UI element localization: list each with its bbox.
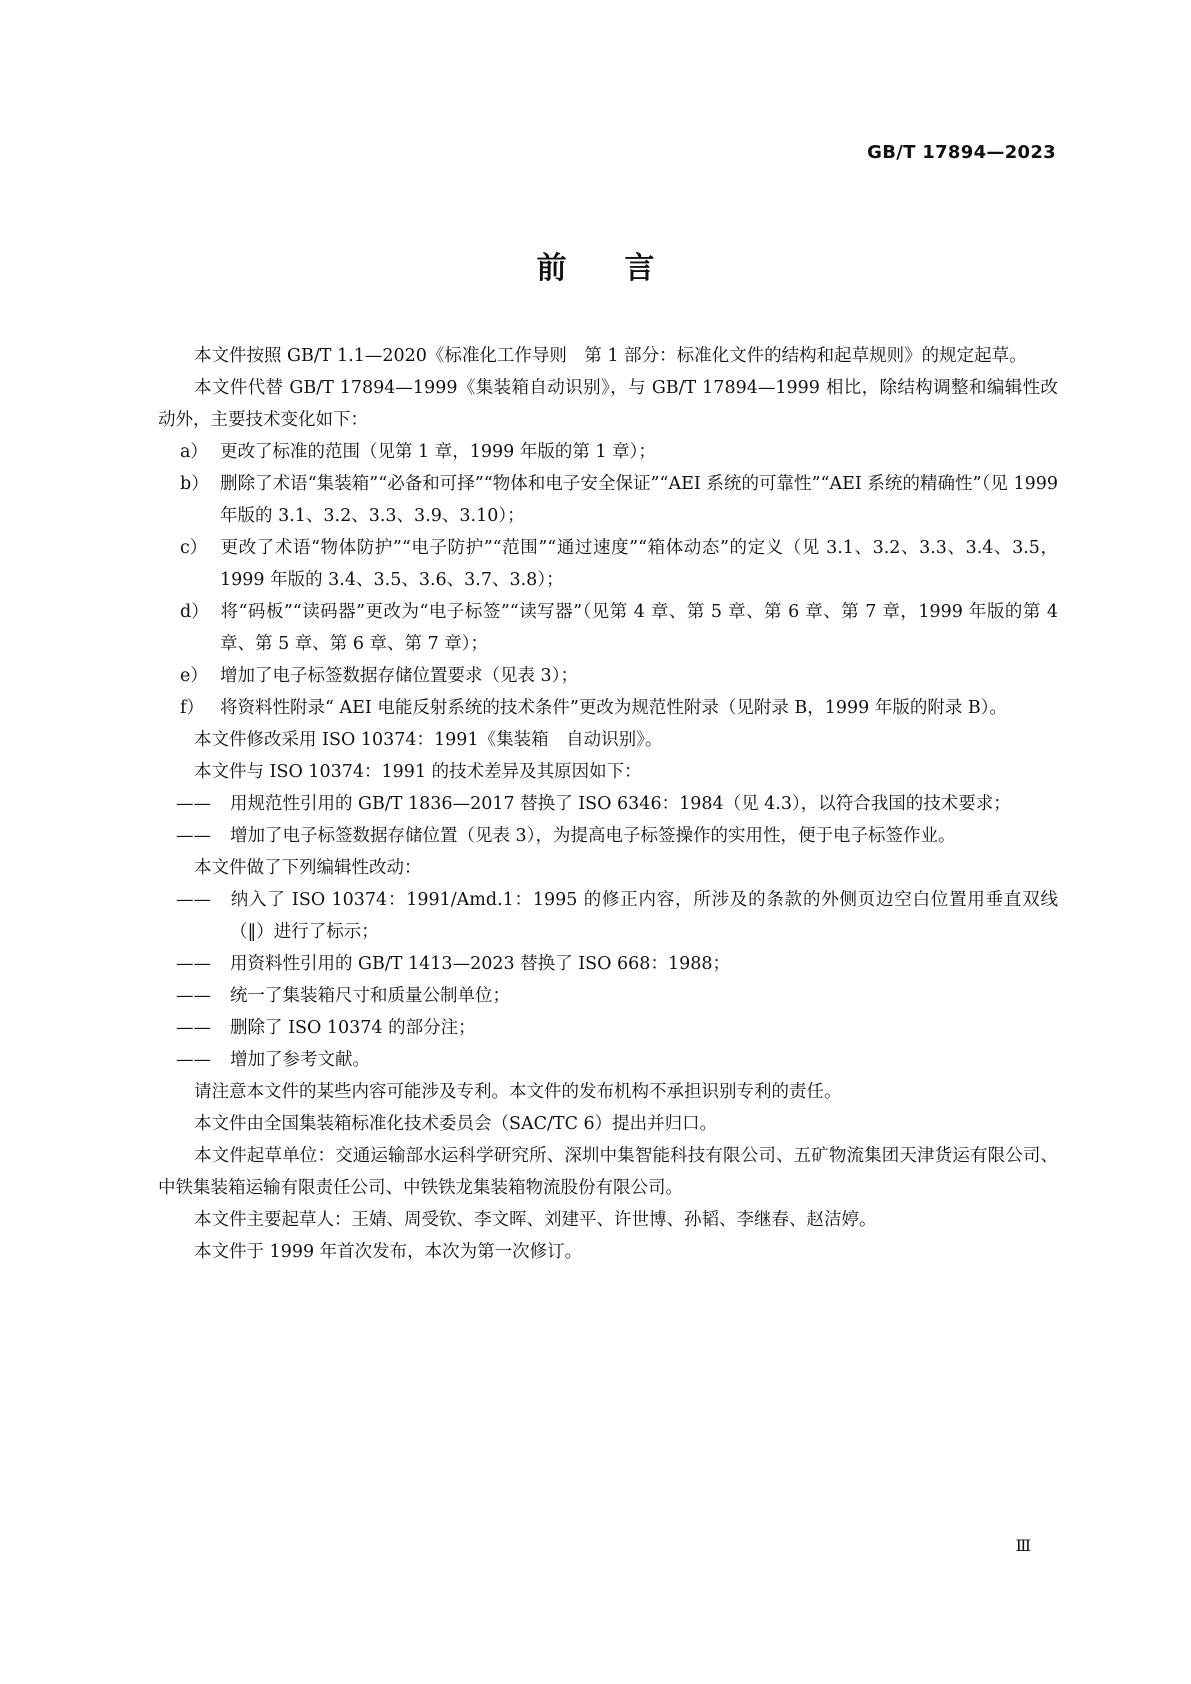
list-item-text: 增加了电子标签数据存储位置（见表 3），为提高电子标签操作的实用性，便于电子标签作业。 [230, 826, 956, 846]
paragraph-drafting-rules: 本文件按照 GB/T 1.1—2020《标准化工作导则 第 1 部分：标准化文件的结构和起草规则》的规定起草。 [194, 346, 1027, 366]
changes-list [158, 436, 1058, 724]
tech-diffs-list [158, 788, 1058, 852]
list-item [158, 948, 1058, 980]
list-item-text: 用资料性引用的 GB/T 1413—2023 替换了 ISO 668：1988； [230, 954, 730, 974]
list-item-text: 将资料性附录“ AEI 电能反射系统的技术条件”更改为规范性附录（见附录 B，1999 年版的附录 B）。 [220, 698, 1008, 718]
dash-marker: —— [176, 890, 211, 910]
list-item-text: 更改了术语“物体防护”“电子防护”“范围”“通过速度”“箱体动态”的定义（见 3.1、3.2、3.3、3.4、3.5，1999 年版的 3.4、3.5、3.6、3.7、3.8）； [220, 538, 1058, 590]
list-item [158, 596, 1058, 660]
dash-marker: —— [176, 1050, 211, 1070]
list-item-text: 删除了术语“集装箱”“必备和可择”“物体和电子安全保证”“AEI 系统的可靠性”“AEI 系统的精确性”（见 1999 年版的 3.1、3.2、3.3、3.9、3.10）； [220, 474, 1058, 526]
list-item-text: 更改了标准的范围（见第 1 章，1999 年版的第 1 章）； [220, 442, 656, 462]
list-item [158, 692, 1058, 724]
list-item [158, 660, 1058, 692]
list-item [158, 820, 1058, 852]
dash-marker: —— [176, 986, 211, 1006]
list-item [158, 436, 1058, 468]
list-item [158, 884, 1058, 948]
list-item-text: 用规范性引用的 GB/T 1836—2017 替换了 ISO 6346：1984（见 4.3），以符合我国的技术要求； [230, 794, 1011, 814]
list-marker: e） [180, 666, 208, 686]
paragraph-replacement: 本文件代替 GB/T 17894—1999《集装箱自动识别》，与 GB/T 17894—1999 相比，除结构调整和编辑性改动外，主要技术变化如下： [158, 378, 1058, 430]
editorial-list [158, 884, 1058, 1076]
dash-marker: —— [176, 794, 211, 814]
list-item [158, 1012, 1058, 1044]
list-item-text: 统一了集装箱尺寸和质量公制单位； [230, 986, 510, 1006]
paragraph-proposer: 本文件由全国集装箱标准化技术委员会（SAC/TC 6）提出并归口。 [194, 1114, 718, 1134]
list-marker: f） [180, 698, 204, 718]
list-item-text: 增加了电子标签数据存储位置要求（见表 3）； [220, 666, 578, 686]
paragraph-adoption: 本文件修改采用 ISO 10374：1991《集装箱 自动识别》。 [194, 730, 663, 750]
list-item-text: 将“码板”“读码器”更改为“电子标签”“读写器”（见第 4 章、第 5 章、第 6 章、第 7 章，1999 年版的第 4 章、第 5 章、第 6 章、第 7 章）； [220, 602, 1058, 654]
list-item [158, 532, 1058, 596]
paragraph-patent-notice: 请注意本文件的某些内容可能涉及专利。本文件的发布机构不承担识别专利的责任。 [194, 1082, 842, 1102]
page-number: Ⅲ [1015, 1536, 1031, 1555]
list-marker: a） [180, 442, 208, 462]
dash-marker: —— [176, 1018, 211, 1038]
list-item-text: 纳入了 ISO 10374：1991/Amd.1：1995 的修正内容，所涉及的条款的外侧页边空白位置用垂直双线（‖）进行了标示； [230, 890, 1058, 942]
paragraph-drafters: 本文件主要起草人：王婧、周受钦、李文晖、刘建平、许世博、孙韬、李继春、赵洁婷。 [194, 1210, 877, 1230]
list-marker: c） [180, 538, 208, 558]
list-marker: d） [180, 602, 209, 622]
dash-marker: —— [176, 826, 211, 846]
list-item-text: 增加了参考文献。 [230, 1050, 370, 1070]
paragraph-editorial-intro: 本文件做了下列编辑性改动： [194, 858, 422, 878]
list-item [158, 468, 1058, 532]
dash-marker: —— [176, 954, 211, 974]
page-title: 前言 [536, 251, 713, 286]
foreword-body [158, 340, 1058, 1268]
document-code: GB/T 17894—2023 [867, 142, 1056, 163]
list-item-text: 删除了 ISO 10374 的部分注； [230, 1018, 476, 1038]
list-marker: b） [180, 474, 209, 494]
paragraph-history: 本文件于 1999 年首次发布，本次为第一次修订。 [194, 1242, 583, 1262]
list-item [158, 980, 1058, 1012]
list-item [158, 788, 1058, 820]
paragraph-tech-diffs-intro: 本文件与 ISO 10374：1991 的技术差异及其原因如下： [194, 762, 642, 782]
list-item [158, 1044, 1058, 1076]
paragraph-drafting-units: 本文件起草单位：交通运输部水运科学研究所、深圳中集智能科技有限公司、五矿物流集团天津货运有限公司、中铁集装箱运输有限责任公司、中铁铁龙集装箱物流股份有限公司。 [158, 1146, 1058, 1198]
